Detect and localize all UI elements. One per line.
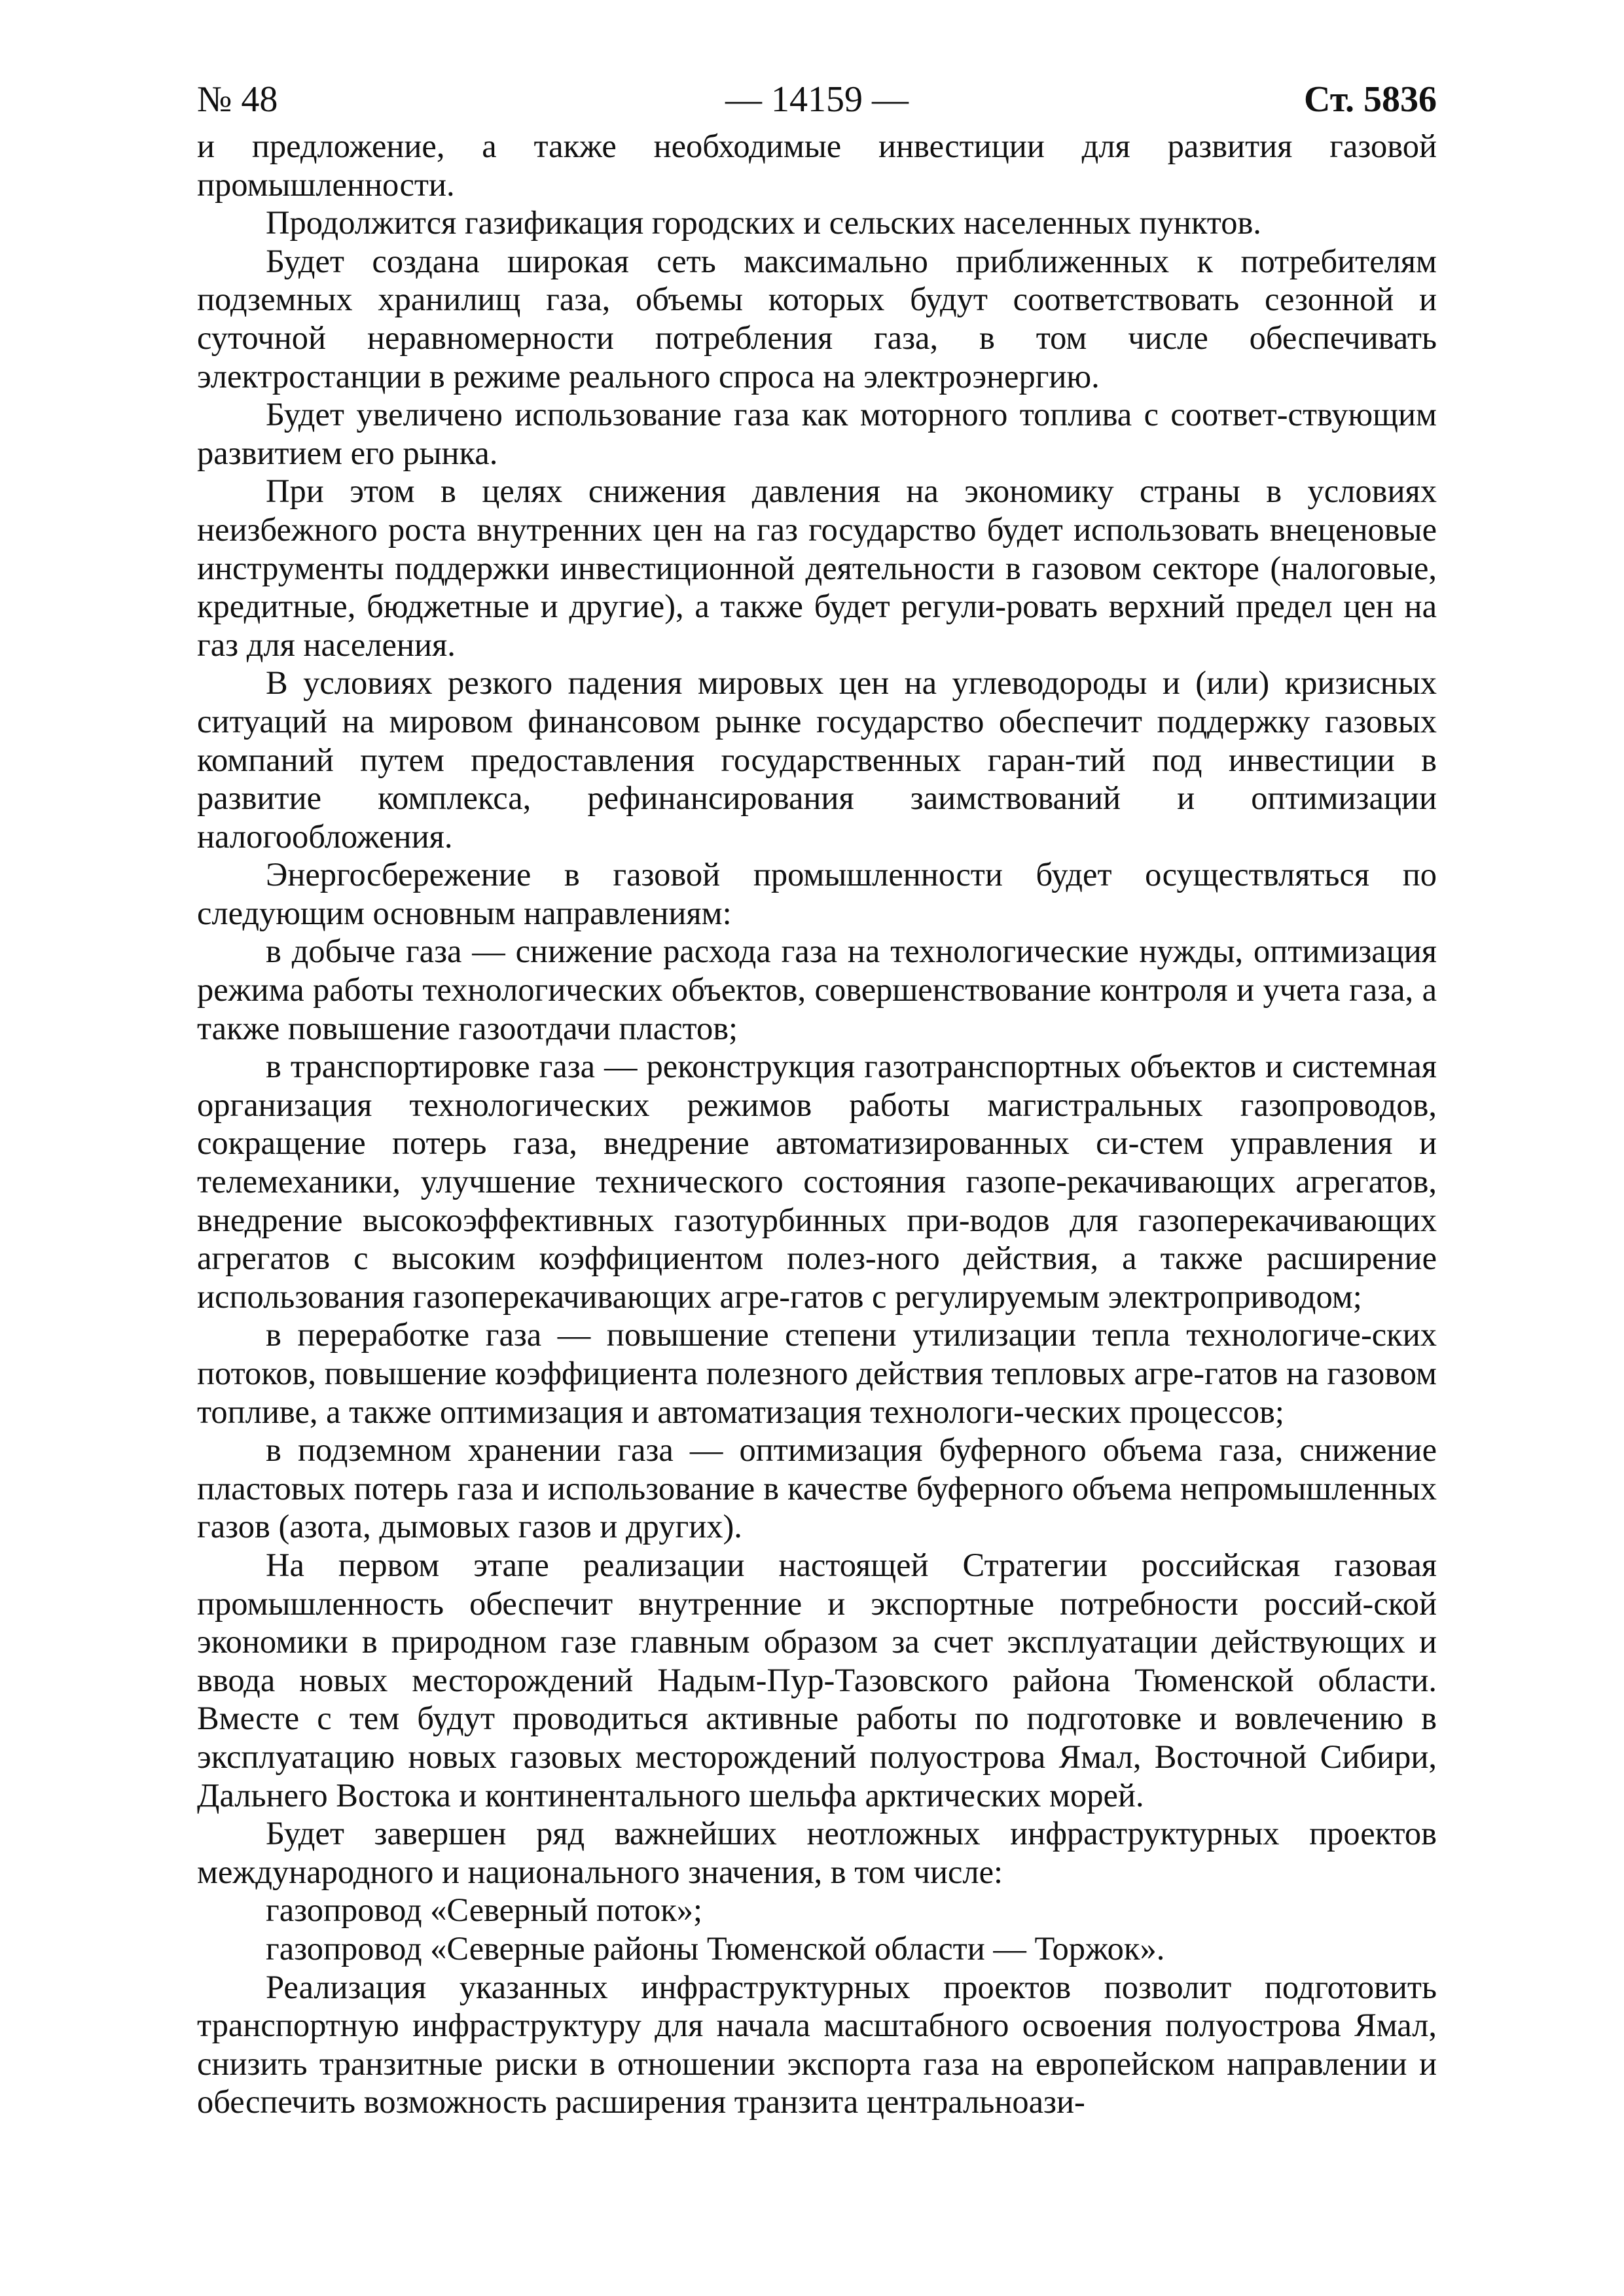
paragraph: в подземном хранении газа — оптимизация буферного объема газа, снижение пластовых потерь газа и использование в качестве буферного объема непромышленных газов (азота, дымовых газов и других). xyxy=(197,1431,1437,1545)
paragraph: На первом этапе реализации настоящей Стратегии российская газовая промышленность обеспечит внутренние и экспортные потребности россий-ской экономики в природном газе главным образом за счет эксплуатации действующих и ввода новых месторождений Надым-Пур-Тазовского района Тюменской области. Вместе с тем будут проводиться активные работы по подготовке и вовлечению в эксплуатацию новых газовых месторождений полуострова Ямал, Восточной Сибири, Дальнего Востока и континентального шельфа арктических морей. xyxy=(197,1546,1437,1814)
paragraph: В условиях резкого падения мировых цен на углеводороды и (или) кризисных ситуаций на мировом финансовом рынке государство обеспечит поддержку газовых компаний путем предоставления государственных гаран-тий под инвестиции в развитие комплекса, рефинансирования заимствований и оптимизации налогообложения. xyxy=(197,664,1437,855)
paragraph: Энергосбережение в газовой промышленности будет осуществляться по следующим основным направлениям: xyxy=(197,856,1437,931)
document-page xyxy=(197,72,1437,2121)
paragraph: в транспортировке газа — реконструкция газотранспортных объектов и системная организация технологических режимов работы магистральных газопроводов, сокращение потерь газа, внедрение автоматизированных си-стем управления и телемеханики, улучшение технического состояния газопе-рекачивающих агрегатов, внедрение высокоэффективных газотурбинных при-водов для газоперекачивающих агрегатов с высоким коэффициентом полез-ного действия, а также расширение использования газоперекачивающих агре-гатов с регулируемым электроприводом; xyxy=(197,1048,1437,1315)
list-item: газопровод «Северный поток»; xyxy=(266,1892,703,1929)
body-text xyxy=(197,127,1437,2121)
paragraph: При этом в целях снижения давления на экономику страны в условиях неизбежного роста внутренних цен на газ государство будет использовать внеценовые инструменты поддержки инвестиционной деятельности в газовом секторе (налоговые, кредитные, бюджетные и другие), а также будет регули-ровать верхний предел цен на газ для населения. xyxy=(197,473,1437,663)
page-number: — 14159 — xyxy=(725,79,909,120)
issue-number: № 48 xyxy=(197,79,278,120)
paragraph: Будет завершен ряд важнейших неотложных инфраструктурных проектов международного и национального значения, в том числе: xyxy=(197,1815,1437,1890)
paragraph: Продолжится газификация городских и сельских населенных пунктов. xyxy=(266,204,1261,242)
article-number: Ст. 5836 xyxy=(1304,79,1437,120)
paragraph: и предложение, а также необходимые инвестиции для развития газовой промышленности. xyxy=(197,128,1437,203)
list-item: газопровод «Северные районы Тюменской области — Торжок». xyxy=(266,1929,1165,1967)
paragraph: в переработке газа — повышение степени утилизации тепла технологиче-ских потоков, повышение коэффициента полезного действия тепловых агре-гатов на газовом топливе, а также оптимизация и автоматизация технологи-ческих процессов; xyxy=(197,1316,1437,1430)
paragraph: Реализация указанных инфраструктурных проектов позволит подготовить транспортную инфраструктуру для начала масштабного освоения полуострова Ямал, снизить транзитные риски в отношении экспорта газа на европейском направлении и обеспечить возможность расширения транзита центральноази- xyxy=(197,1968,1437,2121)
page-header xyxy=(197,72,1437,127)
paragraph: в добыче газа — снижение расхода газа на технологические нужды, оптимизация режима работы технологических объектов, совершенствование контроля и учета газа, а также повышение газоотдачи пластов; xyxy=(197,933,1437,1047)
paragraph: Будет создана широкая сеть максимально приближенных к потребителям подземных хранилищ газа, объемы которых будут соответствовать сезонной и суточной неравномерности потребления газа, в том числе обеспечивать электростанции в режиме реального спроса на электроэнергию. xyxy=(197,242,1437,395)
paragraph: Будет увеличено использование газа как моторного топлива с соответ-ствующим развитием его рынка. xyxy=(197,396,1437,471)
